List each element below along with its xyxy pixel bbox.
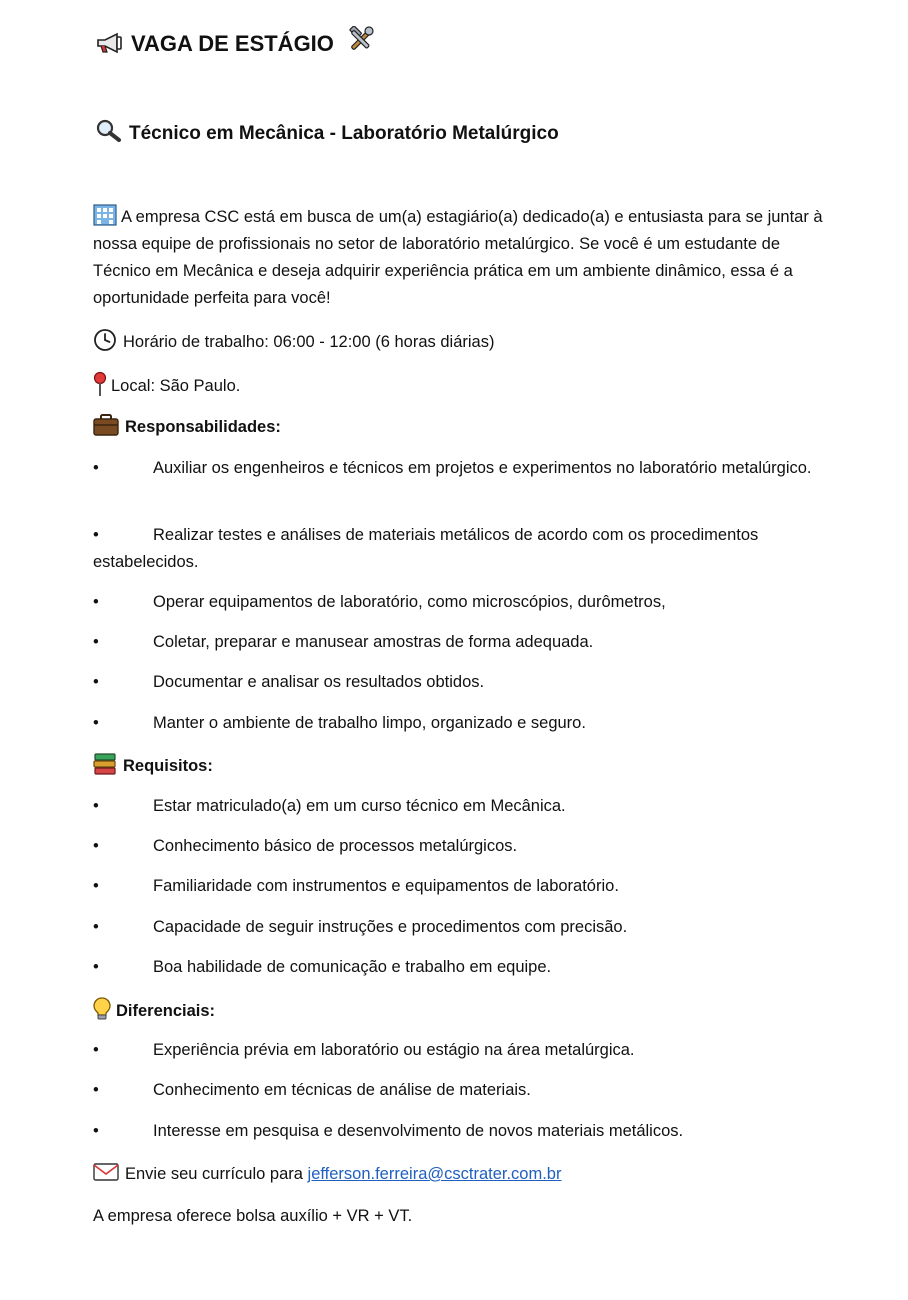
hammer-and-wrench-icon xyxy=(346,26,376,54)
schedule-line xyxy=(93,328,494,356)
list-item xyxy=(93,455,823,482)
briefcase-icon xyxy=(93,414,119,436)
location-line xyxy=(93,371,240,400)
list-item xyxy=(93,710,823,737)
list-item-text: Familiaridade com instrumentos e equipamentos de laboratório. xyxy=(153,877,619,895)
list-item-text: Documentar e analisar os resultados obtidos. xyxy=(153,673,485,691)
list-item xyxy=(93,629,823,656)
location-text: Local: São Paulo. xyxy=(111,377,241,395)
list-item xyxy=(93,873,823,900)
intro-paragraph xyxy=(93,204,823,312)
list-item-text: Realizar testes e análises de materiais metálicos de acordo com os procedimentos estabelecidos. xyxy=(93,526,759,571)
bullet: • xyxy=(93,459,99,477)
job-subtitle xyxy=(95,118,559,149)
email-icon xyxy=(93,1162,119,1182)
list-item xyxy=(93,954,823,981)
list-item-text: Auxiliar os engenheiros e técnicos em projetos e experimentos no laboratório metalúrgico. xyxy=(153,459,812,477)
list-item-text: Coletar, preparar e manusear amostras de forma adequada. xyxy=(153,633,594,651)
list-item-text: Conhecimento básico de processos metalúrgicos. xyxy=(153,837,518,855)
list-item-text: Estar matriculado(a) em um curso técnico em Mecânica. xyxy=(153,797,566,815)
list-item xyxy=(93,833,823,860)
contact-line xyxy=(93,1161,561,1188)
lightbulb-icon xyxy=(93,997,111,1021)
benefits-line xyxy=(93,1203,412,1230)
intro-text: A empresa CSC está em busca de um(a) estagiário(a) dedicado(a) e entusiasta para se juntar à nossa equipe de profissionais no setor de laboratório metalúrgico. Se você é um estudante de Técnico em Mecânica e deseja adquirir experiência prática em um ambiente dinâmico, essa é a oportunidade perfeita para você! xyxy=(93,208,823,307)
bullet: • xyxy=(93,797,99,815)
responsibilities-heading-text: Responsabilidades: xyxy=(125,418,281,436)
magnifier-icon xyxy=(95,118,123,142)
pin-icon xyxy=(93,371,107,397)
list-item-text: Capacidade de seguir instruções e procedimentos com precisão. xyxy=(153,918,628,936)
subtitle-text: Técnico em Mecânica - Laboratório Metalúrgico xyxy=(129,123,559,144)
bullet: • xyxy=(93,877,99,895)
bullet: • xyxy=(93,1081,99,1099)
requirements-heading-text: Requisitos: xyxy=(123,757,213,775)
list-item xyxy=(93,589,823,616)
list-item xyxy=(93,522,823,576)
list-item-text: Boa habilidade de comunicação e trabalho em equipe. xyxy=(153,958,552,976)
list-item xyxy=(93,914,823,941)
bullet: • xyxy=(93,1122,99,1140)
benefits-text: A empresa oferece bolsa auxílio + VR + VT. xyxy=(93,1207,413,1225)
list-item xyxy=(93,1077,823,1104)
bullet: • xyxy=(93,918,99,936)
page-title xyxy=(95,26,382,60)
bullet: • xyxy=(93,526,99,544)
list-item-text: Experiência prévia em laboratório ou estágio na área metalúrgica. xyxy=(153,1041,635,1059)
clock-icon xyxy=(93,328,117,352)
bullet: • xyxy=(93,673,99,691)
megaphone-icon xyxy=(95,32,125,54)
bullet: • xyxy=(93,1041,99,1059)
bullet: • xyxy=(93,633,99,651)
list-item-text: Operar equipamentos de laboratório, como microscópios, durômetros, xyxy=(153,593,666,611)
bullet: • xyxy=(93,714,99,732)
responsibilities-heading xyxy=(93,414,281,441)
list-item-text: Conhecimento em técnicas de análise de materiais. xyxy=(153,1081,531,1099)
list-item xyxy=(93,1118,823,1145)
bullet: • xyxy=(93,837,99,855)
building-icon xyxy=(93,204,117,226)
title-text: VAGA DE ESTÁGIO xyxy=(131,31,334,56)
bullet: • xyxy=(93,593,99,611)
list-item xyxy=(93,793,823,820)
list-item xyxy=(93,1037,823,1064)
requirements-heading xyxy=(93,753,213,780)
differentials-heading xyxy=(93,997,215,1025)
contact-prefix: Envie seu currículo para xyxy=(125,1165,303,1183)
bullet: • xyxy=(93,958,99,976)
books-icon xyxy=(93,753,117,775)
differentials-heading-text: Diferenciais: xyxy=(116,1002,216,1020)
list-item-text: Interesse em pesquisa e desenvolvimento de novos materiais metálicos. xyxy=(153,1122,684,1140)
email-link[interactable]: jefferson.ferreira@csctrater.com.br xyxy=(307,1165,562,1183)
list-item-text: Manter o ambiente de trabalho limpo, organizado e seguro. xyxy=(153,714,586,732)
schedule-text: Horário de trabalho: 06:00 - 12:00 (6 horas diárias) xyxy=(123,333,495,351)
list-item xyxy=(93,669,823,696)
